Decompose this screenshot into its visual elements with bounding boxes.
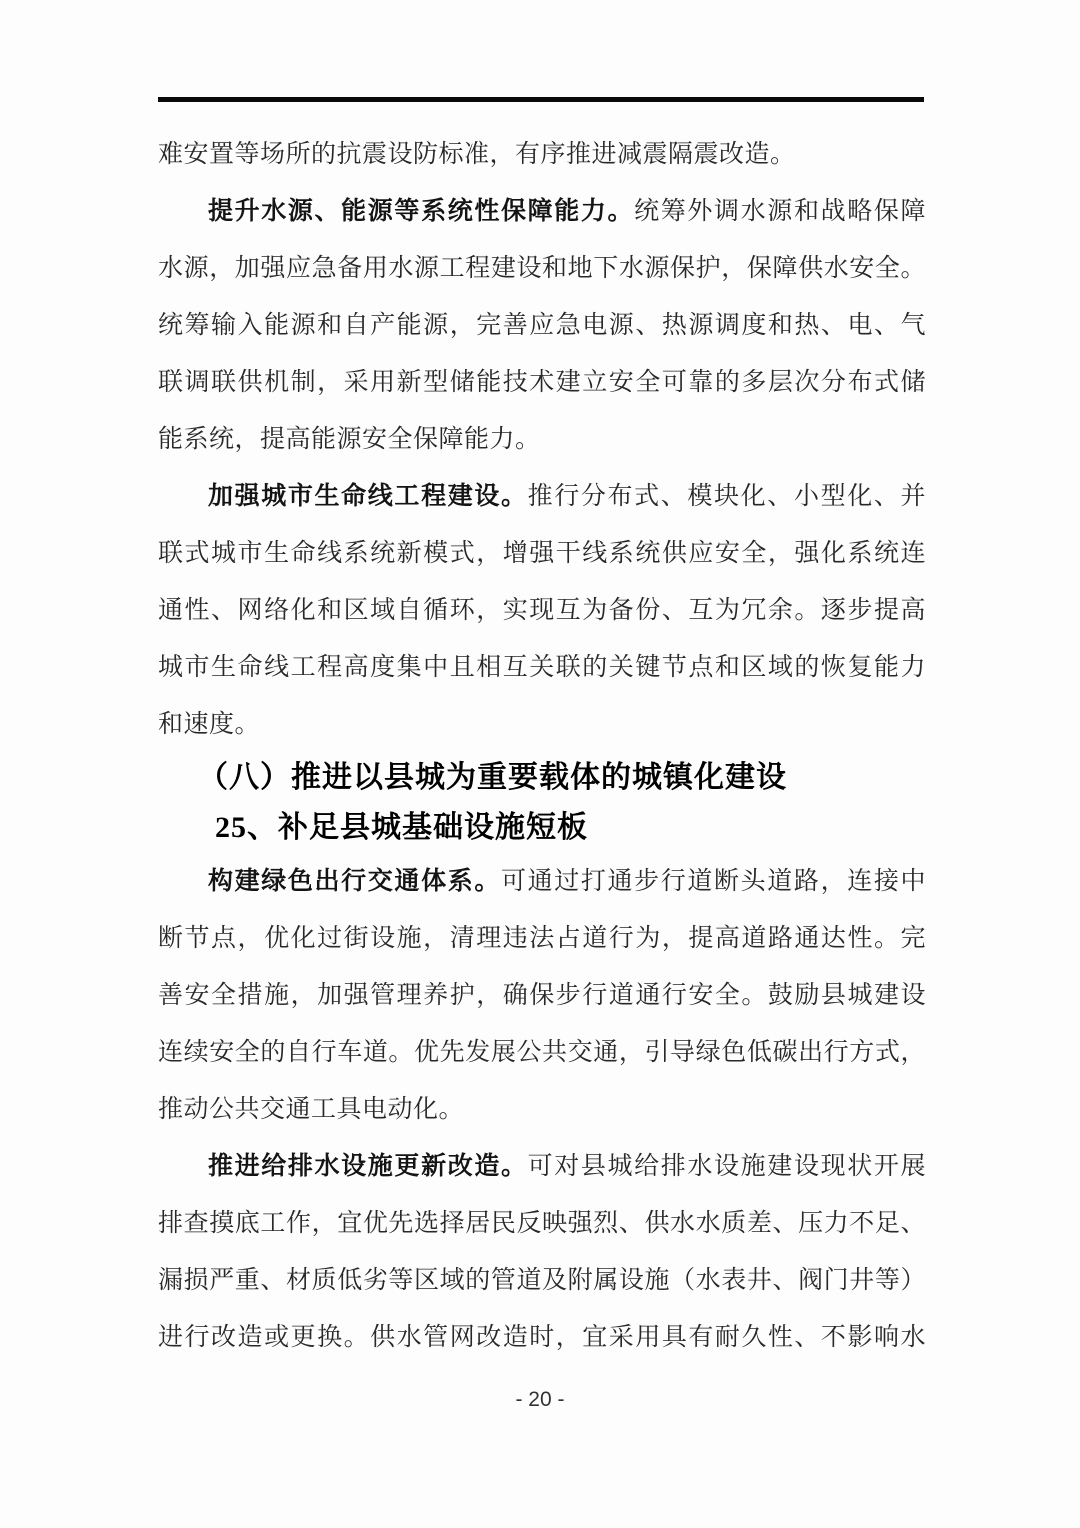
text-line — [158, 696, 926, 753]
bold-run: 推进给排水设施更新改造。 — [208, 1153, 528, 1180]
text-line — [158, 411, 926, 468]
text-run: 连续安全的自行车道。优先发展公共交通，引导绿色低碳出行方式， — [158, 1039, 926, 1066]
text-line — [158, 525, 926, 582]
text-run: 统筹外调水源和战略保障 — [634, 198, 926, 225]
header-rule — [158, 97, 924, 102]
text-run: 可对县城给排水设施建设现状开展 — [527, 1153, 926, 1180]
text-line — [158, 910, 926, 967]
text-line — [158, 183, 926, 240]
text-line — [158, 582, 926, 639]
text-run: 和速度。 — [158, 711, 261, 738]
text-line — [158, 1309, 926, 1366]
text-run: 难安置等场所的抗震设防标准，有序推进减震隔震改造。 — [158, 141, 796, 168]
text-run: 进行改造或更换。供水管网改造时，宜采用具有耐久性、不影响水 — [158, 1324, 926, 1351]
text-line — [158, 297, 926, 354]
text-line — [158, 1195, 926, 1252]
text-line — [158, 639, 926, 696]
text-run: 断节点，优化过街设施，清理违法占道行为，提高道路通达性。完 — [158, 925, 926, 952]
text-run: 善安全措施，加强管理养护，确保步行道通行安全。鼓励县城建设 — [158, 982, 926, 1009]
text-run: 能系统，提高能源安全保障能力。 — [158, 426, 541, 453]
text-run: 排查摸底工作，宜优先选择居民反映强烈、供水水质差、压力不足、 — [158, 1210, 926, 1237]
numbered-heading: 25、补足县城基础设施短板 — [215, 811, 588, 844]
bold-run: 加强城市生命线工程建设。 — [208, 483, 528, 510]
text-run: 联调联供机制，采用新型储能技术建立安全可靠的多层次分布式储 — [158, 369, 926, 396]
text-line — [158, 468, 926, 525]
text-line — [158, 240, 926, 297]
text-run: 联式城市生命线系统新模式，增强干线系统供应安全，强化系统连 — [158, 540, 926, 567]
text-line — [158, 1024, 926, 1081]
text-line — [158, 853, 926, 910]
text-line — [158, 967, 926, 1024]
text-run: 通性、网络化和区域自循环，实现互为备份、互为冗余。逐步提高 — [158, 597, 926, 624]
text-run: 推行分布式、模块化、小型化、并 — [527, 483, 926, 510]
text-line — [158, 1252, 926, 1309]
text-run: 推动公共交通工具电动化。 — [158, 1096, 465, 1123]
text-run: 漏损严重、材质低劣等区域的管道及附属设施（水表井、阀门井等） — [158, 1267, 926, 1294]
text-line — [158, 1081, 926, 1138]
text-line — [158, 1138, 926, 1195]
text-run: 水源，加强应急备用水源工程建设和地下水源保护，保障供水安全。 — [158, 255, 926, 282]
text-run: 可通过打通步行道断头道路，连接中 — [500, 868, 926, 895]
bold-run: 提升水源、能源等系统性保障能力。 — [208, 198, 635, 225]
text-run: 城市生命线工程高度集中且相互关联的关键节点和区域的恢复能力 — [158, 654, 926, 681]
page-number: - 20 - — [515, 1388, 565, 1411]
text-line — [158, 126, 926, 183]
document-body — [158, 126, 926, 1366]
bold-run: 构建绿色出行交通体系。 — [208, 868, 501, 895]
section-heading: （八）推进以县城为重要载体的城镇化建设 — [198, 761, 787, 794]
text-run: 统筹输入能源和自产能源，完善应急电源、热源调度和热、电、气 — [158, 312, 926, 339]
text-line — [158, 354, 926, 411]
